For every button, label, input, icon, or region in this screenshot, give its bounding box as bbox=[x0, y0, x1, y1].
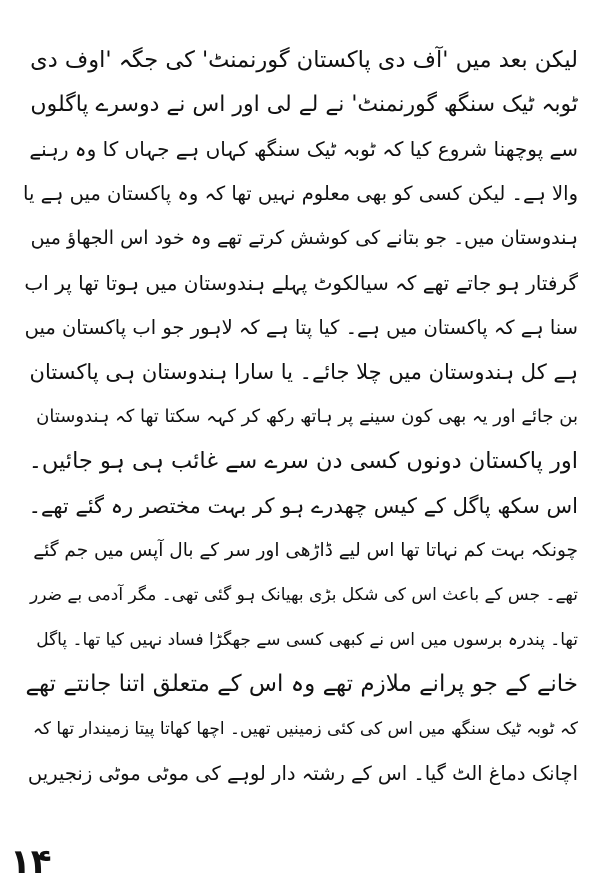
text-line-8: ہے کل ہندوستان میں چلا جائے۔ یا سارا ہندوستان ہی پاکستان bbox=[29, 360, 578, 385]
text-line-17: اچانک دماغ الٹ گیا۔ اس کے رشتہ دار لوہے کی موٹی موٹی زنجیریں bbox=[27, 761, 578, 785]
page-number: ۱۴ bbox=[10, 842, 52, 882]
text-line-7: سنا ہے کہ پاکستان میں ہے۔ کیا پتا ہے کہ لاہور جو اب پاکستان میں bbox=[24, 315, 578, 339]
text-line-9: بن جائے اور یہ بھی کون سینے پر ہاتھ رکھ کر کہہ سکتا تھا کہ ہندوستان bbox=[36, 405, 578, 427]
text-line-14: تھا۔ پندرہ برسوں میں اس نے کبھی کسی سے جھگڑا فساد نہیں کیا تھا۔ پاگل bbox=[36, 629, 578, 650]
text-line-5: ہندوستان میں۔ جو بتانے کی کوشش کرتے تھے وہ خود اس الجھاؤ میں bbox=[30, 227, 578, 250]
text-line-4: والا ہے۔ لیکن کسی کو بھی معلوم نہیں تھا کہ وہ پاکستان میں ہے یا bbox=[23, 181, 578, 205]
text-line-1: لیکن بعد میں 'آف دی پاکستان گورنمنٹ' کی جگہ 'اوف دی bbox=[30, 47, 578, 73]
text-line-2: ٹوبہ ٹیک سنگھ گورنمنٹ' نے لے لی اور اس نے دوسرے پاگلوں bbox=[30, 91, 578, 117]
text-line-16: کہ ٹوبہ ٹیک سنگھ میں اس کی کئی زمینیں تھیں۔ اچھا کھاتا پیتا زمیندار تھا کہ bbox=[32, 718, 578, 739]
text-line-10: اور پاکستان دونوں کسی دن سرے سے غائب ہی ہو جائیں۔ bbox=[28, 448, 578, 475]
page-text bbox=[22, 38, 578, 796]
text-line-13: تھے۔ جس کے باعث اس کی شکل بڑی بھیانک ہو گئی تھی۔ مگر آدمی بے ضرر bbox=[29, 585, 578, 606]
text-line-6: گرفتار ہو جاتے تھے کہ سیالکوٹ پہلے ہندوستان میں ہوتا تھا پر اب bbox=[24, 270, 578, 295]
text-line-3: سے پوچھنا شروع کیا کہ ٹوبہ ٹیک سنگھ کہاں ہے جہاں کا وہ رہنے bbox=[29, 137, 578, 162]
text-line-15: خانے کے جو پرانے ملازم تھے وہ اس کے متعلق اتنا جانتے تھے bbox=[25, 671, 578, 698]
text-line-12: چونکہ بہت کم نہاتا تھا اس لیے ڈاڑھی اور سر کے بال آپس میں جم گئے bbox=[33, 539, 578, 561]
text-line-11: اس سکھ پاگل کے کیس چھدرے ہو کر بہت مختصر رہ گئے تھے۔ bbox=[28, 493, 578, 518]
